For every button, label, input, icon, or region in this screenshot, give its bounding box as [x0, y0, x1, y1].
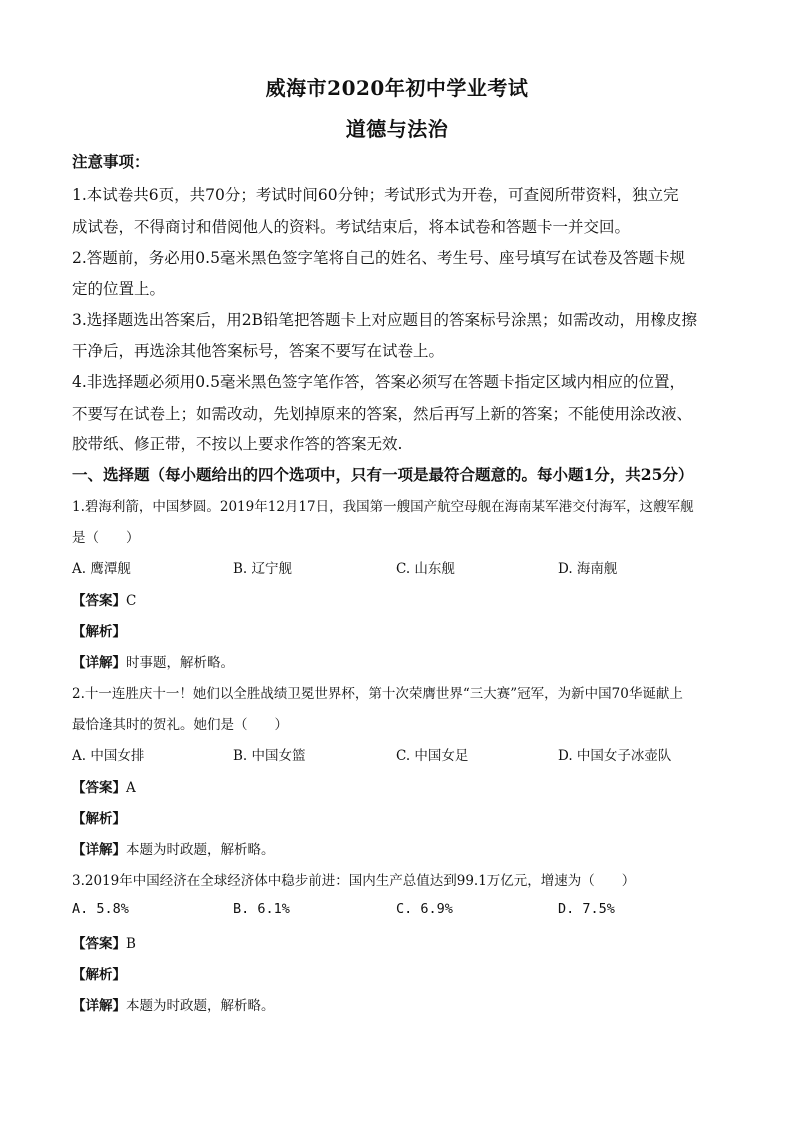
option-c: C. 6.9% [396, 901, 453, 917]
detail-label: 【详解】 [72, 842, 126, 858]
notice-line: 成试卷，不得商讨和借阅他人的资料。考试结束后，将本试卷和答题卡一并交回。 [72, 218, 631, 236]
detail-row [72, 994, 275, 1014]
question-stem: 是（ ） [72, 530, 140, 546]
question-stem: 最恰逢其时的贺礼。她们是（ ） [72, 717, 288, 733]
option-d: D. 海南舰 [558, 561, 618, 577]
question-stem: 3.2019年中国经济在全球经济体中稳步前进：国内生产总值达到99.1万亿元，增速为（ ） [72, 873, 636, 889]
answer-value: A [126, 780, 136, 796]
option-a: A. 中国女排 [72, 748, 145, 764]
question-stem: 1.碧海利箭，中国梦圆。2019年12月17日，我国第一艘国产航空母舰在海南某军港交付海军，这艘军舰 [72, 499, 694, 515]
notice-line: 2.答题前，务必用0.5毫米黑色签字笔将自己的姓名、考生号、座号填写在试卷及答题卡规 [72, 249, 685, 267]
question-stem: 2.十一连胜庆十一！她们以全胜战绩卫冕世界杯，第十次荣膺世界“三大赛”冠军，为新中国70华诞献上 [72, 686, 683, 702]
detail-row [72, 651, 234, 671]
section-heading: 一、选择题（每小题给出的四个选项中，只有一项是最符合题意的。每小题1分，共25分） [72, 465, 694, 484]
answer-label: 【答案】 [72, 936, 126, 952]
notice-line: 定的位置上。 [72, 280, 166, 298]
answer-row [72, 589, 136, 609]
answer-row [72, 776, 136, 796]
option-b: B. 中国女篮 [233, 748, 306, 764]
answer-value: C [126, 593, 137, 609]
notice-line: 胶带纸、修正带，不按以上要求作答的答案无效. [72, 435, 403, 453]
analysis-label: 【解析】 [72, 811, 126, 827]
detail-row [72, 838, 275, 858]
option-d: D. 中国女子冰壶队 [558, 748, 672, 764]
detail-text: 时事题，解析略。 [126, 655, 234, 671]
option-b: B. 6.1% [233, 901, 290, 917]
notice-line: 干净后，再选涂其他答案标号，答案不要写在试卷上。 [72, 342, 445, 360]
exam-subject: 道德与法治 [345, 117, 449, 141]
notice-line: 不要写在试卷上；如需改动，先划掉原来的答案，然后再写上新的答案；不能使用涂改液、 [72, 405, 693, 423]
exam-title: 威海市2020年初中学业考试 [265, 76, 529, 100]
detail-text: 本题为时政题，解析略。 [126, 842, 275, 858]
option-b: B. 辽宁舰 [233, 561, 293, 577]
notice-line: 3.选择题选出答案后，用2B铅笔把答题卡上对应题目的答案标号涂黑；如需改动，用橡皮擦 [72, 311, 698, 329]
option-c: C. 中国女足 [396, 748, 469, 764]
analysis-label: 【解析】 [72, 624, 126, 640]
analysis-label: 【解析】 [72, 967, 126, 983]
detail-label: 【详解】 [72, 998, 126, 1014]
notice-line: 1.本试卷共6页，共70分；考试时间60分钟；考试形式为开卷，可查阅所带资料，独立完 [72, 186, 679, 204]
option-c: C. 山东舰 [396, 561, 455, 577]
answer-row [72, 932, 136, 952]
detail-text: 本题为时政题，解析略。 [126, 998, 275, 1014]
notice-line: 4.非选择题必须用0.5毫米黑色签字笔作答，答案必须写在答题卡指定区域内相应的位置， [72, 373, 685, 391]
answer-label: 【答案】 [72, 593, 126, 609]
option-a: A. 鹰潭舰 [72, 561, 131, 577]
notice-heading: 注意事项： [72, 152, 150, 171]
answer-value: B [126, 936, 136, 952]
detail-label: 【详解】 [72, 655, 126, 671]
option-d: D. 7.5% [558, 901, 615, 917]
answer-label: 【答案】 [72, 780, 126, 796]
option-a: A. 5.8% [72, 901, 129, 917]
